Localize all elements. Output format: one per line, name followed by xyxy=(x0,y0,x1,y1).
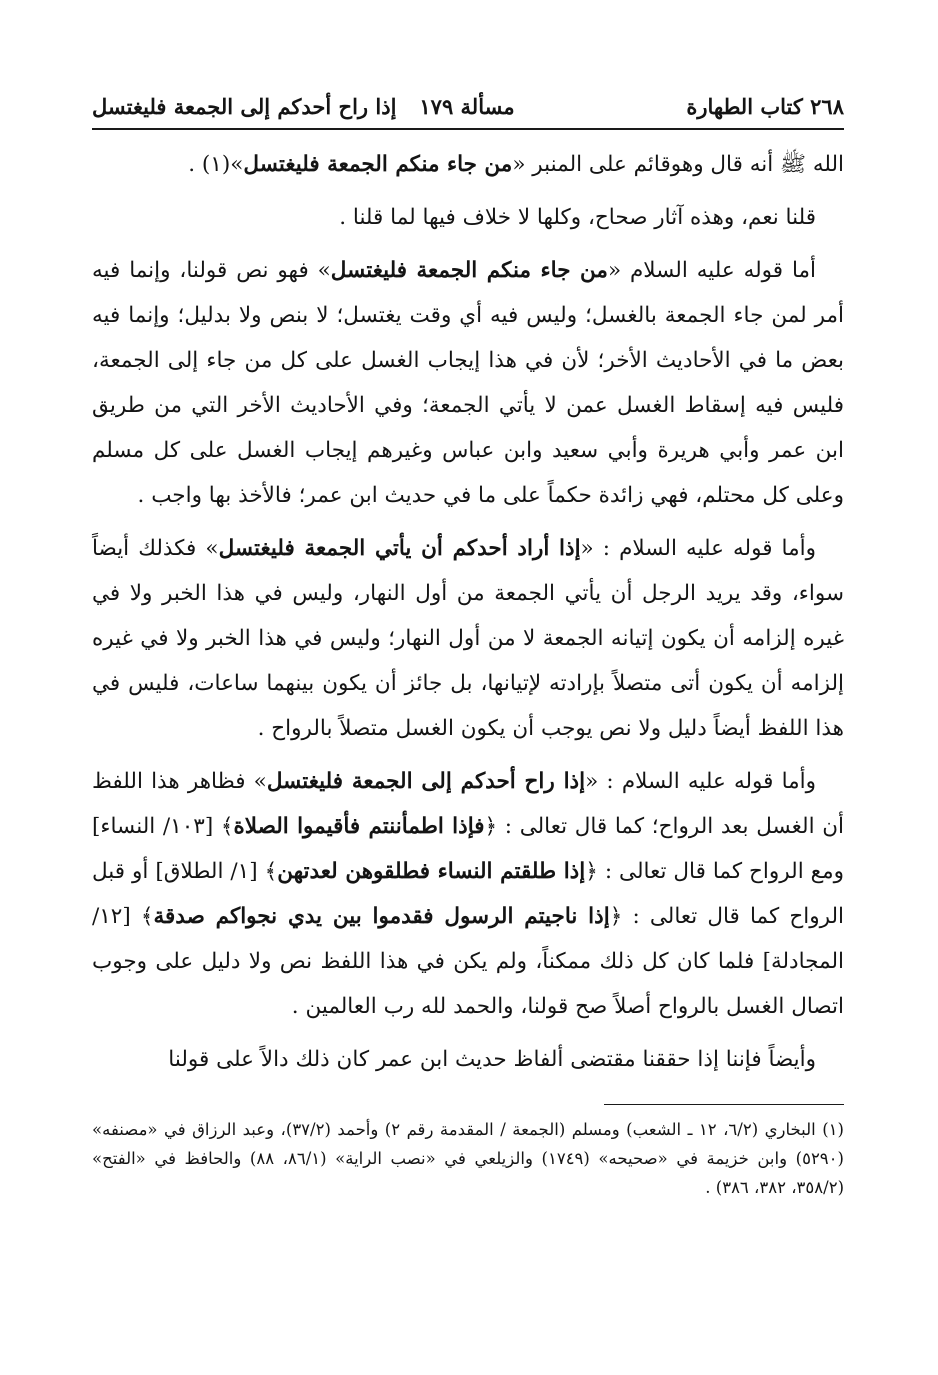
text-run: » فهو نص قولنا، وإنما فيه أمر لمن جاء الجمعة بالغسل؛ وليس فيه أي وقت يغتسل؛ لا بنص ولا بدليل؛ وإنما فيه بعض ما في الأحاديث الأخر؛ لأن في هذا إيجاب الغسل على كل من جاء إلى الجمعة، فليس فيه إسقاط الغسل عمن لا يأتي الجمعة؛ وفي الأحاديث الأخر التي من طريق ابن عمر وأبي هريرة وأبي سعيد وابن عباس وغيرهم إيجاب الغسل على كل مسلم وعلى كل محتلم، فهي زائدة حكماً على ما في حديث ابن عمر؛ فالأخذ بها واجب . xyxy=(92,258,844,508)
paragraph xyxy=(92,195,844,240)
book-page xyxy=(92,88,844,1202)
section-topic: إذا راح أحدكم إلى الجمعة فليغتسل xyxy=(92,94,397,119)
text-run: وأيضاً فإننا إذا حققنا مقتضى ألفاظ حديث ابن عمر كان ذلك دالاً على قولنا xyxy=(168,1047,816,1072)
paragraph xyxy=(92,142,844,187)
quoted-text: إذا أراد أحدكم أن يأتي الجمعة فليغتسل xyxy=(218,536,581,561)
paragraph xyxy=(92,248,844,518)
footnote: (١) البخاري (٦/٢، ١٢ ـ الشعب) ومسلم (الجمعة / المقدمة رقم ٢) وأحمد (٣٧/٢)، وعبد الرزاق في «مصنفه» (٥٢٩٠) وابن خزيمة في «صحيحه» (١٧٤٩) والزيلعي في «نصب الراية» (٨٦/١، ٨٨) والحافظ في «الفتح» (٣٥٨/٢، ٣٨٢، ٣٨٦) . xyxy=(92,1120,844,1197)
text-run: وأما قوله عليه السلام : « xyxy=(580,536,816,561)
paragraph xyxy=(92,1037,844,1082)
footnote-divider xyxy=(604,1104,844,1105)
text-run: الله ﷺ أنه قال وهوقائم على المنبر « xyxy=(512,152,844,177)
text-run: أما قوله عليه السلام « xyxy=(607,258,816,283)
issue-number: مسألة ١٧٩ xyxy=(419,94,515,119)
page-number-and-book: ٢٦٨ كتاب الطهارة xyxy=(686,94,844,119)
quoted-text: من جاء منكم الجمعة فليغتسل xyxy=(330,258,608,283)
quoted-text: إذا راح أحدكم إلى الجمعة فليغتسل xyxy=(266,769,586,794)
text-run: وأما قوله عليه السلام : « xyxy=(585,769,816,794)
text-run: » فظاهر هذا اللفظ أن الغسل بعد الرواح؛ كما قال تعالى : ﴿ xyxy=(92,769,844,839)
text-run: »(١) . xyxy=(188,152,244,177)
quoted-text: إذا ناجيتم الرسول فقدموا بين يدي نجواكم صدقة xyxy=(153,904,610,929)
text-run: قلنا نعم، وهذه آثار صحاح، وكلها لا خلاف فيها لما قلنا . xyxy=(339,205,816,230)
footnotes xyxy=(92,1115,844,1202)
text-run: » فكذلك أيضاً سواء، وقد يريد الرجل أن يأتي الجمعة من أول النهار، وليس في هذا الخبر ولا في غيره إلزامه أن يكون إتيانه الجمعة لا من أول النهار؛ وليس في هذا الخبر ولا في غيره إلزامه أن يكون أتى متصلاً بإرادته لإتيانها، بل جائز أن يكون بينهما ساعات، فليس في هذا اللفظ أيضاً دليل ولا نص يوجب أن يكون الغسل متصلاً بالرواح . xyxy=(92,536,844,741)
running-head xyxy=(92,88,844,130)
paragraph xyxy=(92,759,844,1029)
text-run: ﴾ [١٠٣/ النساء] ومع الرواح كما قال تعالى : ﴿ xyxy=(92,814,844,884)
quoted-text: من جاء منكم الجمعة فليغتسل xyxy=(243,152,513,177)
text-run: ﴾ [١٢/ المجادلة] فلما كان كل ذلك ممكناً، ولم يكن في هذا اللفظ نص ولا دليل على وجوب اتصال الغسل بالرواح أصلاً صح قولنا، والحمد لله رب العالمين . xyxy=(92,904,844,1019)
body-text xyxy=(92,142,844,1082)
quoted-text: إذا طلقتم النساء فطلقوهن لعدتهن xyxy=(277,859,586,884)
paragraph xyxy=(92,526,844,751)
quoted-text: فإذا اطمأننتم فأقيموا الصلاة xyxy=(233,814,485,839)
text-run: ﴾ [١/ الطلاق] أو قبل الرواح كما قال تعالى : ﴿ xyxy=(92,859,844,929)
